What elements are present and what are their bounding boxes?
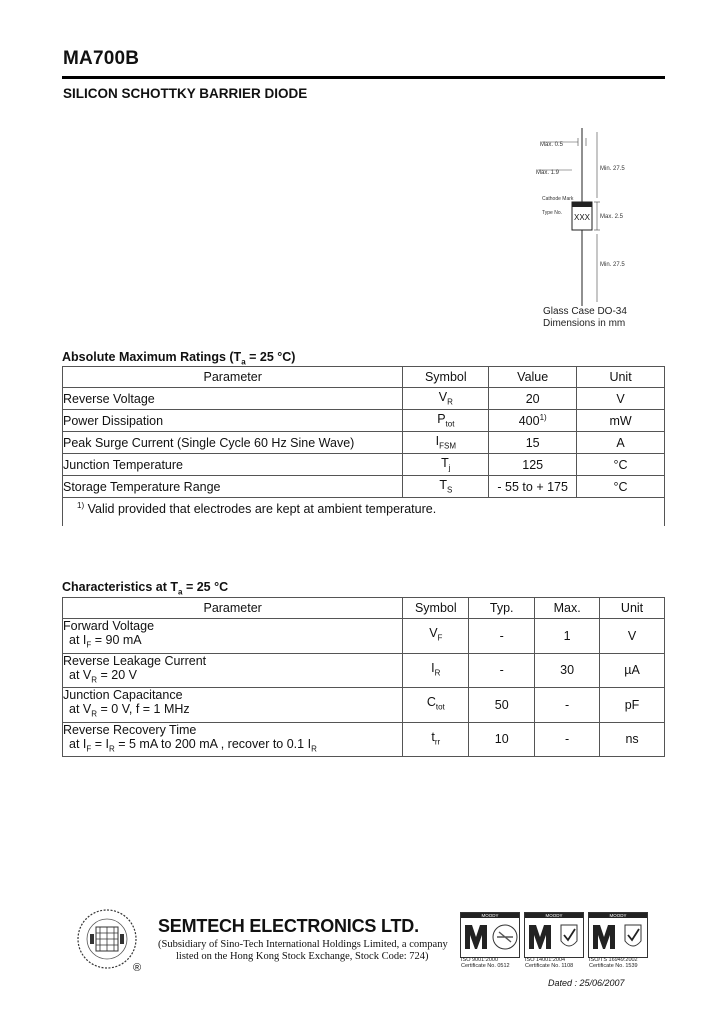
value-cell: 125 xyxy=(489,454,577,476)
col-max: Max. xyxy=(535,598,600,619)
package-dimensions-caption: Dimensions in mm xyxy=(543,318,626,329)
subsidiary-text: (Subsidiary of Sino-Tech International Holdings Limited, a company xyxy=(158,939,448,950)
col-typ: Typ. xyxy=(469,598,535,619)
symbol-cell: $I_{FSM}$ xyxy=(403,432,489,454)
package-case-caption: Glass Case DO-34 xyxy=(543,306,627,317)
abs-max-header-row xyxy=(63,367,665,388)
param-cell xyxy=(63,688,403,723)
header-rule xyxy=(62,76,665,79)
characteristics-row xyxy=(63,722,665,757)
unit-cell: ns xyxy=(600,722,665,757)
listing-text: listed on the Hong Kong Stock Exchange, Stock Code: 724) xyxy=(176,951,429,962)
typ-cell: - xyxy=(469,619,535,654)
abs-max-row xyxy=(63,454,665,476)
symbol-cell: $C_{tot}$ xyxy=(403,688,469,723)
package-outline-diagram xyxy=(520,128,630,306)
abs-max-table xyxy=(62,366,665,526)
moody-m-icon xyxy=(589,919,647,957)
max-lead-dia-label: Max. 0.5 xyxy=(540,142,564,148)
symbol-cell: $P_{tot}$ xyxy=(403,410,489,432)
unit-cell: V xyxy=(577,388,665,410)
param-cell xyxy=(63,619,403,654)
col-unit: Unit xyxy=(600,598,665,619)
unit-cell: V xyxy=(600,619,665,654)
param-name: Reverse Recovery Time xyxy=(63,722,197,737)
typ-cell: 50 xyxy=(469,688,535,723)
value-cell: - 55 to + 175 xyxy=(489,476,577,498)
characteristics-header-row xyxy=(63,598,665,619)
abs-max-title: Absolute Maximum Ratings ($T_a = 25$ °C) xyxy=(62,350,296,367)
param-cell: Reverse Voltage xyxy=(63,388,403,410)
max-cell: 1 xyxy=(535,619,600,654)
dated-text: Dated : 25/06/2007 xyxy=(548,978,625,988)
value-cell: 400$^{1)}$ xyxy=(489,410,577,432)
param-cell: Junction Temperature xyxy=(63,454,403,476)
abs-max-row xyxy=(63,410,665,432)
max-cell: - xyxy=(535,688,600,723)
col-unit: Unit xyxy=(577,367,665,388)
value-cell: 20 xyxy=(489,388,577,410)
param-name: Reverse Leakage Current xyxy=(63,653,207,668)
param-cell xyxy=(63,722,403,757)
abs-max-row xyxy=(63,432,665,454)
max-body-len-label: Max. 2.5 xyxy=(600,214,624,220)
characteristics-title: Characteristics at $T_a = 25$ °C xyxy=(62,580,229,597)
param-cell: Peak Surge Current (Single Cycle 60 Hz Sine Wave) xyxy=(63,432,403,454)
characteristics-row xyxy=(63,619,665,654)
type-no-label: Type No. xyxy=(542,210,563,216)
param-cell: Storage Temperature Range xyxy=(63,476,403,498)
min-lead-bottom-label: Min. 27.5 xyxy=(600,262,625,268)
cathode-mark-label: Cathode Mark xyxy=(542,196,574,202)
characteristics-row xyxy=(63,653,665,688)
cert-badge-1: MOODY xyxy=(460,912,520,958)
param-cell xyxy=(63,653,403,688)
max-cell: - xyxy=(535,722,600,757)
moody-m-icon xyxy=(525,919,583,957)
col-parameter: Parameter xyxy=(63,367,403,388)
cert-badge-2: MOODY xyxy=(524,912,584,958)
max-cell: 30 xyxy=(535,653,600,688)
col-value: Value xyxy=(489,367,577,388)
cert-caption-1: ISO 9001:2000 Certificate No. 0512 xyxy=(461,957,510,969)
param-condition: at $V_R = 20$ V xyxy=(69,667,137,684)
unit-cell: °C xyxy=(577,454,665,476)
symbol-cell: $I_R$ xyxy=(403,653,469,688)
marking-text: XXX xyxy=(574,213,591,222)
cert-badge-3: MOODY xyxy=(588,912,648,958)
abs-max-footnote-row xyxy=(63,498,665,527)
unit-cell: pF xyxy=(600,688,665,723)
cert-caption-3: ISO/TS 16949:2002 Certificate No. 1539 xyxy=(589,957,638,969)
device-subtitle: SILICON SCHOTTKY BARRIER DIODE xyxy=(63,86,308,101)
typ-cell: - xyxy=(469,653,535,688)
part-number: MA700B xyxy=(63,48,140,69)
typ-cell: 10 xyxy=(469,722,535,757)
col-parameter: Parameter xyxy=(63,598,403,619)
col-symbol: Symbol xyxy=(403,367,489,388)
param-condition: at $V_R = 0$ V, f = 1 MHz xyxy=(69,702,190,719)
max-body-dia-label: Max. 1.9 xyxy=(536,170,560,176)
registered-mark: ® xyxy=(133,962,142,974)
characteristics-table xyxy=(62,597,665,757)
param-cell: Power Dissipation xyxy=(63,410,403,432)
unit-cell: µA xyxy=(600,653,665,688)
cathode-band xyxy=(572,202,592,207)
symbol-cell: $t_{rr}$ xyxy=(403,722,469,757)
moody-m-icon xyxy=(461,919,519,957)
param-condition: at $I_F = 90$ mA xyxy=(69,633,142,650)
abs-max-row xyxy=(63,388,665,410)
abs-max-footnote: $^{1)}$ Valid provided that electrodes are kept at ambient temperature. xyxy=(63,498,665,527)
param-name: Junction Capacitance xyxy=(63,688,183,702)
symbol-cell: $V_F$ xyxy=(403,619,469,654)
param-name: Forward Voltage xyxy=(63,619,155,633)
unit-cell: mW xyxy=(577,410,665,432)
symbol-cell: $T_j$ xyxy=(403,454,489,476)
cert-caption-2: ISO 14001:2004 Certificate No. 1108 xyxy=(525,957,574,969)
semtech-logo xyxy=(76,908,138,970)
unit-cell: °C xyxy=(577,476,665,498)
company-name: SEMTECH ELECTRONICS LTD. xyxy=(158,916,419,936)
col-symbol: Symbol xyxy=(403,598,469,619)
value-cell: 15 xyxy=(489,432,577,454)
unit-cell: A xyxy=(577,432,665,454)
min-lead-top-label: Min. 27.5 xyxy=(600,166,625,172)
symbol-cell: $V_R$ xyxy=(403,388,489,410)
symbol-cell: $T_S$ xyxy=(403,476,489,498)
characteristics-row xyxy=(63,688,665,723)
param-condition: at $I_F = I_R = 5$ mA to 200 mA , recover to 0.1 $I_R$ xyxy=(69,736,317,753)
abs-max-row xyxy=(63,476,665,498)
